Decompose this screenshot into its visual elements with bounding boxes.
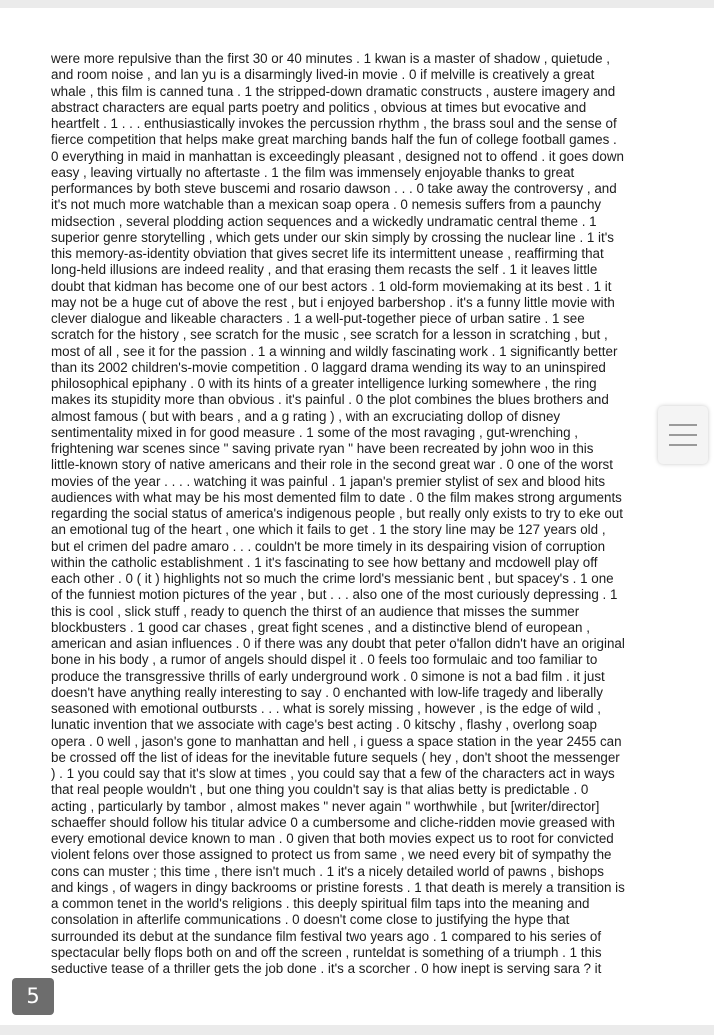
text-line: this memory-as-identity obviation that gives secret life its intermittent unease , reaffirming that [51,246,604,261]
text-line: long-held illusions are indeed reality , and that erasing them recasts the self . 1 it leaves little [51,262,598,278]
text-line: and room noise , and lan yu is a disarmingly lived-in movie . 0 if melville is creatively a great [51,67,595,83]
text-line: may not be a huge cut of above the rest , but i enjoyed barbershop . it's a funny little movie with [51,294,615,310]
text-line: schaeffer should follow his titular advice 0 a cumbersome and cliche-ridden movie greased with [51,814,615,830]
text-line: consolation in afterlife communications . 0 doesn't come close to justifying the hype that [51,912,570,928]
bottom-border [0,1025,714,1035]
text-line: each other . 0 ( it ) highlights not so much the crime lord's messianic bent , but spacey's . 1 one [51,571,614,586]
text-line: bone in his body , a rumor of angels should dispel it . 0 feels too formulaic and too familiar to [51,652,598,668]
text-line: clever dialogue and likeable characters . 1 a well-put-together piece of urban satire . 1 see [51,311,585,326]
text-line: movies of the year . . . . watching it was painful . 1 japan's premier stylist of sex and blood hits [51,473,606,489]
text-line: an emotional tug of the heart , one which it fails to get . 1 the story line may be 127 years old , [51,522,606,538]
text-line: midsection , several plodding action sequences and a wickedly undramatic central theme . 1 [51,213,597,229]
text-line: violent felons over those assigned to protect us from same , we need every bit of sympathy the [51,847,612,863]
text-line: of the funniest motion pictures of the year , but . . . also one of the most curiously depressing . 1 [51,587,618,603]
text-line: superior genre storytelling , which gets under our skin simply by crossing the nuclear line . 1 it's [51,229,614,245]
text-line: it's not much more watchable than a mexican soap opera . 0 nemesis suffers from a paunchy [51,197,602,213]
text-line: surrounded its debut at the sundance film festival two years ago . 1 compared to his series of [51,928,602,944]
text-line: acting , particularly by tambor , almost makes " never again " worthwhile , but [writer/director] [51,798,600,814]
menu-button[interactable] [658,406,708,464]
text-line: and kings , of wagers in dingy backrooms or pristine forests . 1 that death is merely a transition is [51,879,625,895]
text-line: almost famous ( but with bears , and a g rating ) , with an excruciating dollop of disney [51,408,561,424]
top-border [0,0,714,8]
text-line: easy , leaving virtually no aftertaste . 1 the film was immensely enjoyable thanks to great [51,164,575,180]
text-line: whale , this film is canned tuna . 1 the stripped-down dramatic constructs , austere imagery and [51,83,616,99]
text-line: little-known story of native americans and their role in the second great war . 0 one of the worst [51,457,613,473]
text-line: than its 2002 children's-movie competition . 0 laggard drama wending its way to an uninspired [51,359,606,375]
text-line: performances by both steve buscemi and rosario dawson . . . 0 take away the controversy , and [51,181,617,196]
text-line: sentimentality mixed in for good measure . 1 some of the most ravaging , gut-wrenching , [51,424,578,440]
page-number-badge: 5 [12,978,54,1015]
text-line: regarding the social status of america's indigenous people , but really only exists to try to eke out [51,506,623,521]
text-line: blockbusters . 1 good car chases , great fight scenes , and a distinctive blend of european , [51,619,590,635]
text-line: spectacular belly flops both on and off the screen , runteldat is something of a triumph . 1 this [51,944,602,960]
text-line: makes its stupidity more than obvious . it's painful . 0 the plot combines the blues brothers and [51,392,609,408]
document-body-text [51,51,676,977]
text-line: but el crimen del padre amaro . . . couldn't be more timely in its despairing vision of corruption [51,538,606,554]
text-line: lunatic invention that we associate with cage's best acting . 0 kitschy , flashy , overlong soap [51,717,597,733]
text-line: every emotional device known to man . 0 given that both movies expect us to root for convicted [51,831,614,846]
document-page [0,8,714,1025]
text-line: abstract characters are equal parts poetry and politics , obvious at times but evocative and [51,99,587,115]
text-line: frightening war scenes since " saving private ryan " have been recreated by john woo in this [51,441,594,456]
text-line: american and asian influences . 0 if there was any doubt that peter o'fallon didn't have an original [51,636,625,651]
text-line: seasoned with emotional outbursts . . . what is sorely missing , however , is the edge of wild , [51,701,602,716]
text-line: philosophical epiphany . 0 with its hints of a greater intelligence lurking somewhere , the ring [51,376,597,391]
text-line: be crossed off the list of ideas for the inevitable future sequels ( hey , don't shoot the messenger [51,749,620,765]
text-line: produce the transgressive thrills of early underground work . 0 simone is not a bad film . it just [51,668,605,684]
text-line: a common tenet in the world's religions . this deeply spiritual film taps into the meaning and [51,896,590,911]
text-line: cons can muster ; this time , there isn't much . 1 it's a nicely detailed world of pawns , bishops [51,863,604,879]
text-line: that real people wouldn't , but one thing you couldn't say is that alias betty is predictable . 0 [51,782,589,798]
text-line: were more repulsive than the first 30 or 40 minutes . 1 kwan is a master of shadow , quietude , [51,51,610,66]
text-line: within the catholic establishment . 1 it's fascinating to see how bettany and mcdowell play off [51,554,598,570]
text-line: 0 everything in maid in manhattan is exceedingly pleasant , designed not to offend . it goes down [51,148,624,164]
text-line: scratch for the history , see scratch for the music , see scratch for a lesson in scratching , but , [51,327,608,343]
text-line: doesn't have anything really interesting to say . 0 enchanted with low-life tragedy and liberally [51,684,603,700]
text-line: audiences with what may be his most demented film to date . 0 the film makes strong arguments [51,489,622,505]
text-line: ) . 1 you could say that it's slow at times , you could say that a few of the characters act in ways [51,766,615,781]
text-line: opera . 0 well , jason's gone to manhattan and hell , i guess a space station in the year 2455 can [51,733,622,749]
text-line: most of all , see it for the passion . 1 a winning and wildly fascinating work . 1 significantly better [51,343,618,359]
text-line: heartfelt . 1 . . . enthusiastically invokes the percussion rhythm , the brass soul and the sense of [51,116,617,131]
text-line: fierce competition that helps make great marching bands half the fun of college football games . [51,132,617,148]
text-line: this is cool , slick stuff , ready to quench the thirst of an audience that misses the summer [51,603,580,619]
text-line: seductive tease of a thriller gets the job done . it's a scorcher . 0 how inept is serving sara ? it [51,961,602,976]
text-line: doubt that kidman has become one of our best actors . 1 old-form moviemaking at its best . 1 it [51,278,612,294]
